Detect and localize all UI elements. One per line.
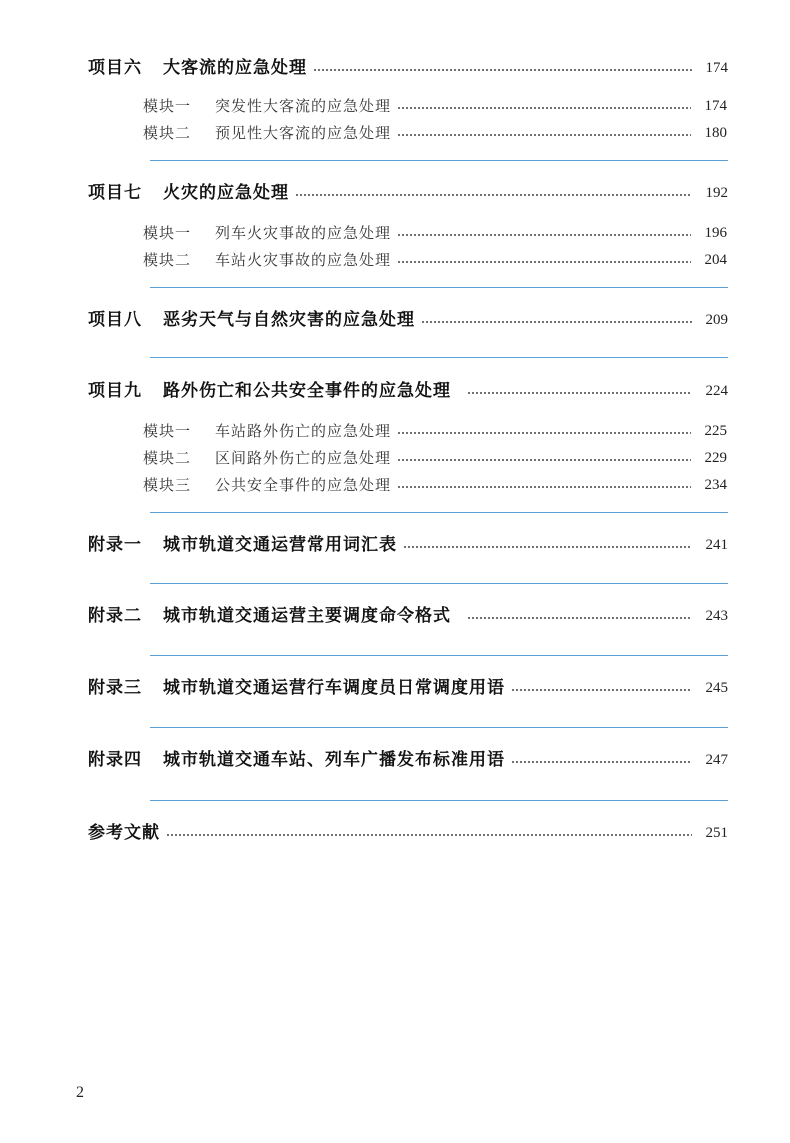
dot-leader	[166, 821, 692, 845]
entry-page-number: 243	[705, 608, 728, 624]
section-divider	[150, 357, 728, 358]
module-title: 车站火灾事故的应急处理	[215, 251, 392, 269]
module-page-number: 174	[704, 98, 727, 114]
toc-module	[143, 474, 727, 496]
dot-leader	[511, 676, 692, 700]
entry-title: 恶劣天气与自然灾害的应急处理	[163, 310, 415, 330]
module-label: 模块一	[143, 422, 192, 440]
toc-entry	[88, 748, 728, 772]
entry-label: 附录四	[88, 750, 142, 770]
module-page-number: 225	[704, 423, 727, 439]
section-divider	[150, 512, 728, 513]
toc-entry	[88, 676, 728, 700]
toc-entry	[88, 379, 728, 403]
module-label: 模块一	[143, 97, 192, 115]
entry-title: 大客流的应急处理	[163, 58, 307, 78]
toc-entry	[88, 533, 728, 557]
entry-page-number: 174	[705, 60, 728, 76]
section-divider	[150, 583, 728, 584]
section-divider	[150, 287, 728, 288]
dot-leader	[397, 420, 691, 442]
module-page-number: 229	[704, 450, 727, 466]
entry-title: 城市轨道交通运营行车调度员日常调度用语	[163, 678, 505, 698]
module-title: 列车火灾事故的应急处理	[215, 224, 392, 242]
module-label: 模块二	[143, 124, 192, 142]
entry-label: 项目七	[88, 183, 142, 203]
section-divider	[150, 727, 728, 728]
module-page-number: 234	[704, 477, 727, 493]
dot-leader	[403, 533, 692, 557]
module-label: 模块二	[143, 449, 192, 467]
dot-leader	[511, 748, 692, 772]
module-page-number: 180	[704, 125, 727, 141]
toc-module	[143, 222, 727, 244]
dot-leader	[397, 249, 691, 271]
dot-leader	[397, 474, 691, 496]
toc-module	[143, 447, 727, 469]
module-label: 模块二	[143, 251, 192, 269]
entry-label: 附录二	[88, 606, 142, 626]
dot-leader	[295, 181, 692, 205]
module-page-number: 204	[704, 252, 727, 268]
entry-title: 城市轨道交通运营主要调度命令格式	[163, 606, 451, 626]
dot-leader	[397, 95, 691, 117]
toc-references	[88, 821, 728, 845]
entry-title: 路外伤亡和公共安全事件的应急处理	[163, 381, 451, 401]
section-divider	[150, 800, 728, 801]
entry-title: 火灾的应急处理	[163, 183, 289, 203]
toc-module	[143, 95, 727, 117]
section-divider	[150, 655, 728, 656]
module-title: 车站路外伤亡的应急处理	[215, 422, 392, 440]
references-title: 参考文献	[88, 823, 160, 843]
module-label: 模块一	[143, 224, 192, 242]
dot-leader	[397, 447, 691, 469]
entry-label: 附录三	[88, 678, 142, 698]
entry-label: 项目九	[88, 381, 142, 401]
module-title: 区间路外伤亡的应急处理	[215, 449, 392, 467]
entry-label: 项目六	[88, 58, 142, 78]
entry-page-number: 247	[705, 752, 728, 768]
entry-title: 城市轨道交通运营常用词汇表	[163, 535, 397, 555]
section-divider	[150, 160, 728, 161]
entry-page-number: 245	[705, 680, 728, 696]
entry-page-number: 224	[705, 383, 728, 399]
dot-leader	[467, 604, 692, 628]
toc-module	[143, 420, 727, 442]
dot-leader	[397, 122, 691, 144]
toc-entry	[88, 308, 728, 332]
page-folio: 2	[76, 1084, 84, 1101]
module-page-number: 196	[704, 225, 727, 241]
module-title: 突发性大客流的应急处理	[215, 97, 392, 115]
module-title: 预见性大客流的应急处理	[215, 124, 392, 142]
toc-entry	[88, 56, 728, 80]
references-page-number: 251	[705, 825, 728, 841]
dot-leader	[467, 379, 692, 403]
dot-leader	[313, 56, 692, 80]
dot-leader	[397, 222, 691, 244]
toc-module	[143, 122, 727, 144]
module-title: 公共安全事件的应急处理	[215, 476, 392, 494]
entry-page-number: 192	[705, 185, 728, 201]
module-label: 模块三	[143, 476, 192, 494]
toc-module	[143, 249, 727, 271]
toc-entry	[88, 604, 728, 628]
entry-label: 附录一	[88, 535, 142, 555]
entry-page-number: 209	[705, 312, 728, 328]
dot-leader	[421, 308, 692, 332]
toc-entry	[88, 181, 728, 205]
entry-label: 项目八	[88, 310, 142, 330]
entry-page-number: 241	[705, 537, 728, 553]
entry-title: 城市轨道交通车站、列车广播发布标准用语	[163, 750, 505, 770]
